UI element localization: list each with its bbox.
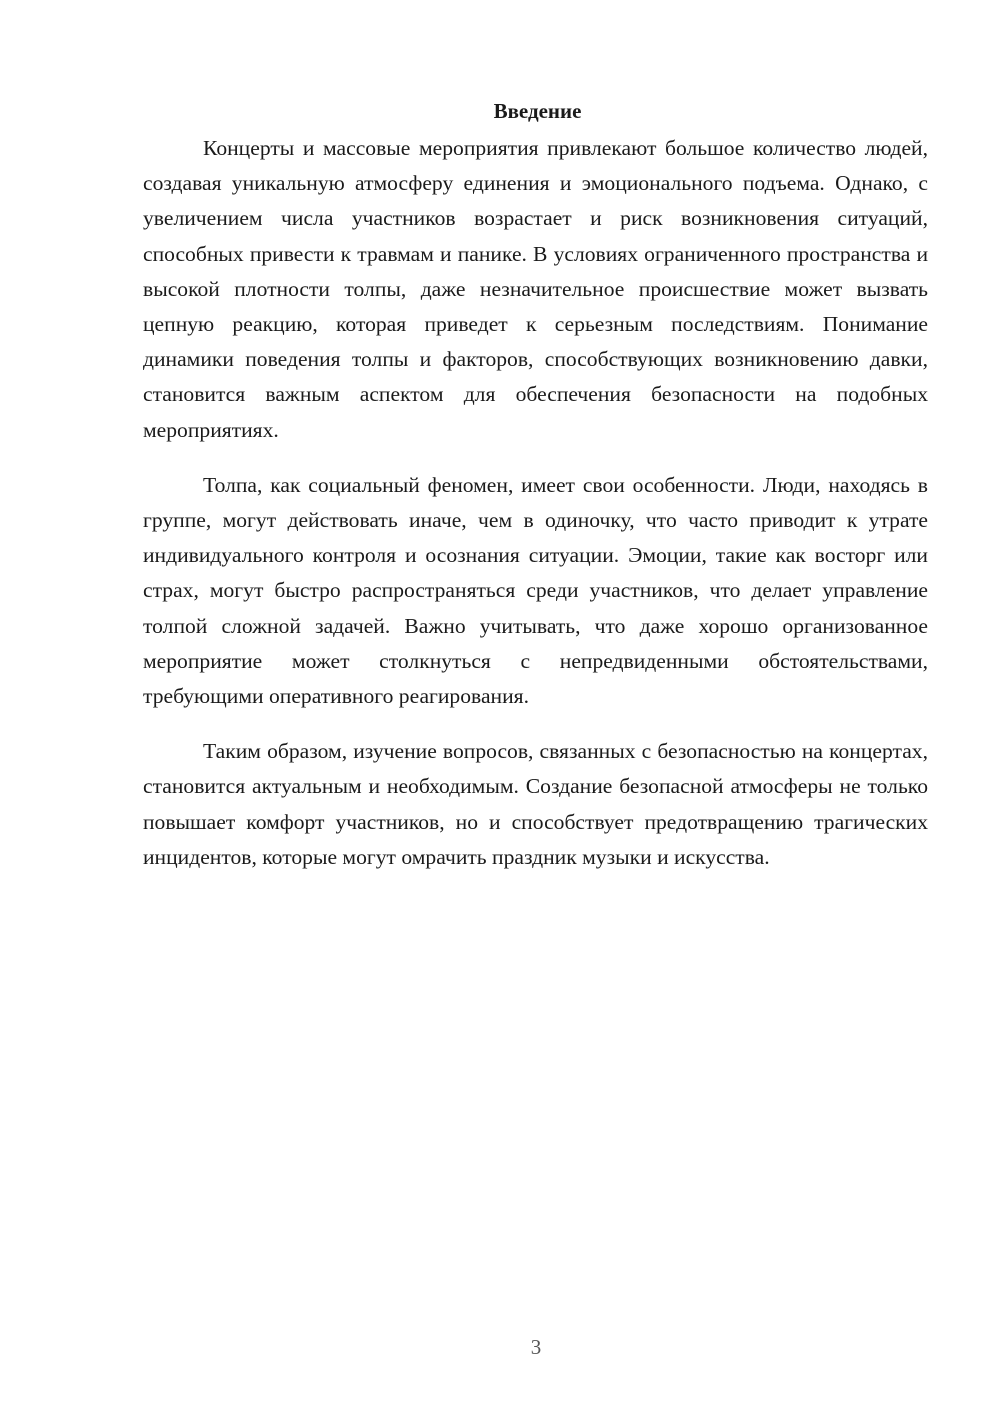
- paragraph-1: Концерты и массовые мероприятия привлекают большое количество людей, создавая уникальную атмосферу единения и эмоционального подъема. Однако, с увеличением числа участников возрастает и риск возникновения ситуаций, способных привести к травмам и панике. В условиях ограниченного пространства и высокой плотности толпы, даже незначительное происшествие может вызвать цепную реакцию, которая приведет к серьезным последствиям. Понимание динамики поведения толпы и факторов, способствующих возникновению давки, становится важным аспектом для обеспечения безопасности на подобных мероприятиях.: [143, 136, 928, 442]
- section-heading: Введение: [493, 99, 582, 123]
- page-number: 3: [530, 1335, 542, 1359]
- paragraph-2: Толпа, как социальный феномен, имеет свои особенности. Люди, находясь в группе, могут действовать иначе, чем в одиночку, что часто приводит к утрате индивидуального контроля и осознания ситуации. Эмоции, такие как восторг или страх, могут быстро распространяться среди участников, что делает управление толпой сложной задачей. Важно учитывать, что даже хорошо организованное мероприятие может столкнуться с непредвиденными обстоятельствами, требующими оперативного реагирования.: [143, 472, 928, 709]
- paragraph-3: Таким образом, изучение вопросов, связанных с безопасностью на концертах, становится актуальным и необходимым. Создание безопасной атмосферы не только повышает комфорт участников, но и способствует предотвращению трагических инцидентов, которые могут омрачить праздник музыки и искусства.: [143, 739, 928, 869]
- page-content: [143, 96, 928, 895]
